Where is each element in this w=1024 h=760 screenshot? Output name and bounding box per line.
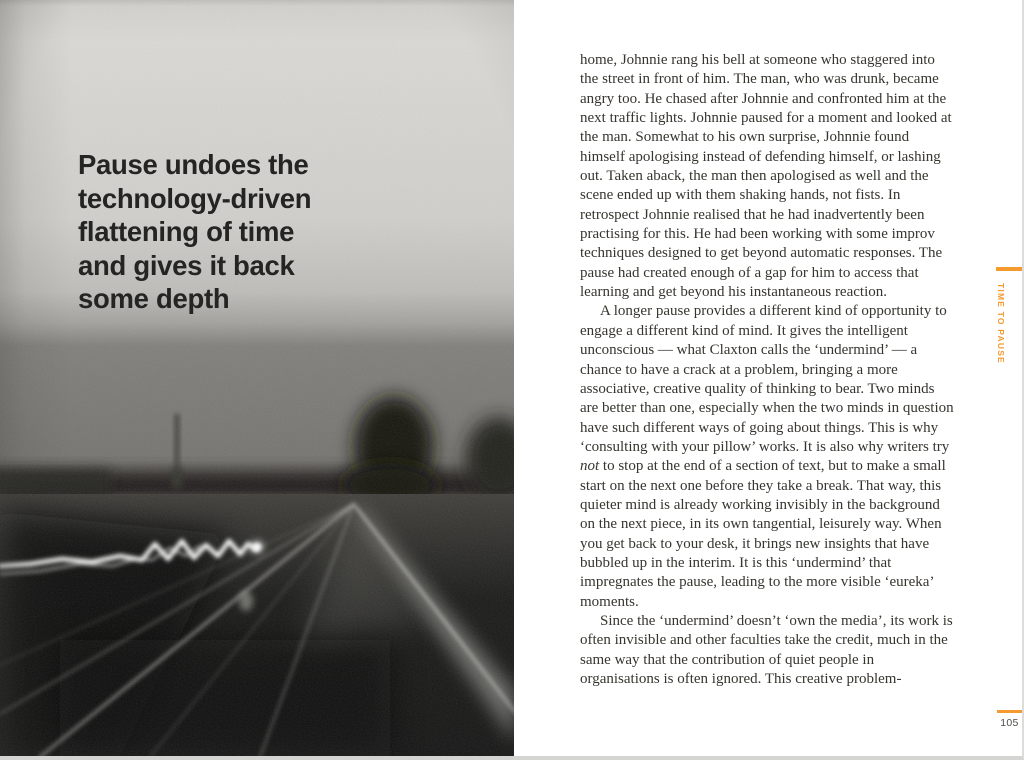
pull-quote-line: and gives it back xyxy=(78,249,295,281)
chapter-tab xyxy=(996,267,1022,364)
pull-quote-line: technology-driven xyxy=(78,182,312,214)
page-number: 105 xyxy=(1000,717,1019,729)
folio-rule xyxy=(997,710,1022,713)
body-text xyxy=(580,51,956,689)
pull-quote xyxy=(78,148,311,316)
chapter-tab-label: TIME TO PAUSE xyxy=(996,283,1006,364)
left-page xyxy=(0,0,514,756)
pull-quote-line: Pause undoes the xyxy=(78,149,309,180)
body-paragraph: A longer pause provides a different kind of opportunity to engage a different kind of mind. It gives the intelligent unconscious — what Claxton calls the ‘undermind’ — a chance to have a crack at a problem, bringing a more associative, creative quality of thinking to bear. Two minds are better than one, especially when the two minds in question have such different ways of going about things. This is why ‘consulting with your pillow’ works. It is also why writers try not to stop at the end of a section of text, but to make a small start on the next one before they take a break. That way, this quieter mind is already working invisibly in the background on the next piece, in its own tangential, leisurely way. When you get back to your desk, it brings new insights that have bubbled up in the interim. It is this ‘undermind’ that impregnates the pause, leading to the more visible ‘eureka’ moments. xyxy=(580,303,954,610)
pull-quote-line: some depth xyxy=(78,283,230,314)
right-page xyxy=(514,0,1022,756)
page-footer xyxy=(997,710,1022,729)
chapter-tab-rule xyxy=(996,267,1022,271)
pull-quote-line: flattening of time xyxy=(78,216,295,247)
body-paragraph: home, Johnnie rang his bell at someone who staggered into the street in front of him. The man, who was drunk, became angry too. He chased after Johnnie and confronted him at the next traffic lights. Johnnie paused for a moment and looked at the man. Somewhat to his own surprise, Johnnie found himself apologising instead of defending himself, or lashing out. Taken aback, the man then apologised as well and the scene ended up with them shaking hands, not fists. In retrospect Johnnie realised that he had inadvertently been practising for this. He had been working with some improv techniques designed to get beyond automatic responses. The pause had created enough of a gap for him to access that learning and get beyond his instantaneous reaction. xyxy=(580,52,952,301)
body-paragraph: Since the ‘undermind’ doesn’t ‘own the media’, its work is often invisible and other faculties take the credit, much in the same way that the contribution of quiet people in organisations is often ignored. This creative problem- xyxy=(580,612,953,687)
road-photo xyxy=(0,0,514,756)
